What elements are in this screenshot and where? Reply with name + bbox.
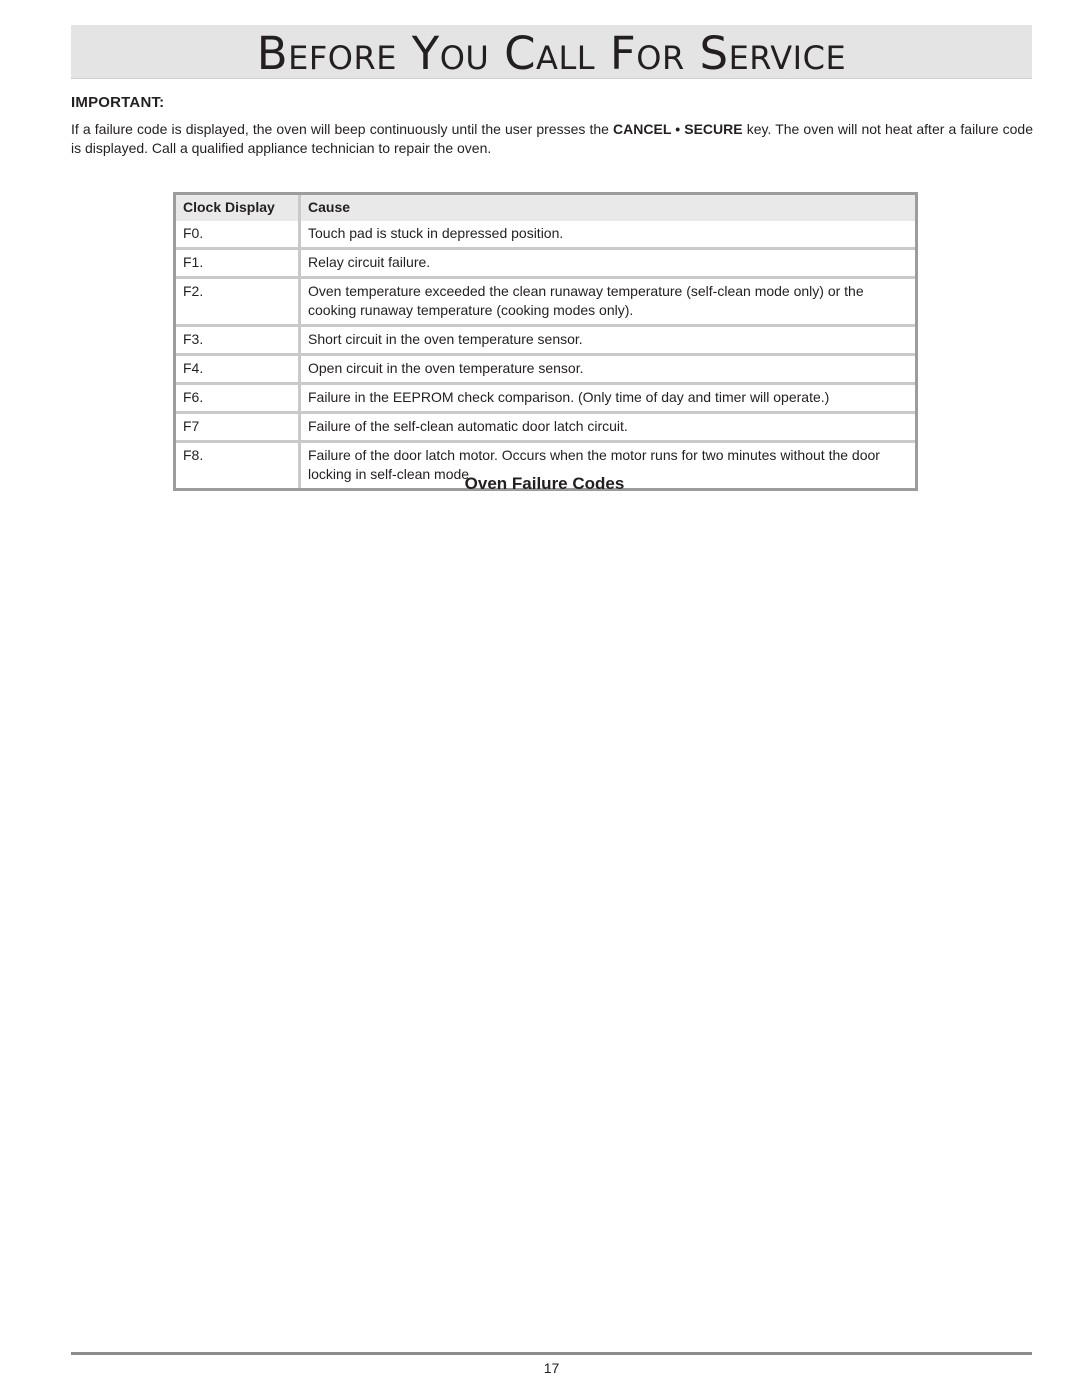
table-caption: Oven Failure Codes [464,474,625,493]
failure-code: F7 [176,411,301,440]
cancel-secure-key-name: CANCEL • SECURE [613,121,743,137]
failure-code: F4. [176,353,301,382]
failure-cause: Failure of the door latch motor. Occurs when the motor runs for two minutes without the door locking in self-clean mode. [301,440,915,488]
failure-cause: Failure in the EEPROM check comparison. (Only time of day and timer will operate.) [301,382,915,411]
table-row [176,221,915,247]
failure-code: F1. [176,247,301,276]
failure-code: F6. [176,382,301,411]
column-header-cause: Cause [301,195,915,221]
important-paragraph [71,120,1033,158]
page-title: Before You Call For Service [256,27,847,80]
important-heading: IMPORTANT: [71,94,165,111]
footer-divider [71,1352,1032,1355]
page-number: 17 [543,1360,560,1376]
failure-code: F8. [176,440,301,488]
failure-cause: Touch pad is stuck in depressed position. [301,221,915,247]
table-row [176,353,915,382]
failure-code: F3. [176,324,301,353]
table-row [176,324,915,353]
failure-code: F2. [176,276,301,324]
failure-code: F0. [176,221,301,247]
failure-cause: Oven temperature exceeded the clean runaway temperature (self-clean mode only) or the cooking runaway temperature (cooking modes only). [301,276,915,324]
oven-failure-codes-table [173,192,918,491]
column-header-clock-display: Clock Display [176,195,301,221]
failure-cause: Short circuit in the oven temperature sensor. [301,324,915,353]
failure-cause: Failure of the self-clean automatic door latch circuit. [301,411,915,440]
important-text-before: If a failure code is displayed, the oven will beep continuously until the user presses the [71,121,614,137]
table-row [176,382,915,411]
table-header-row [176,195,915,221]
important-text-after: key. The oven will not heat after a failure code is displayed. Call a qualified appliance technician to repair the oven. [71,121,1033,156]
title-banner [71,25,1032,79]
failure-cause: Relay circuit failure. [301,247,915,276]
table-row [176,411,915,440]
table-row [176,276,915,324]
table-row [176,247,915,276]
failure-cause: Open circuit in the oven temperature sensor. [301,353,915,382]
